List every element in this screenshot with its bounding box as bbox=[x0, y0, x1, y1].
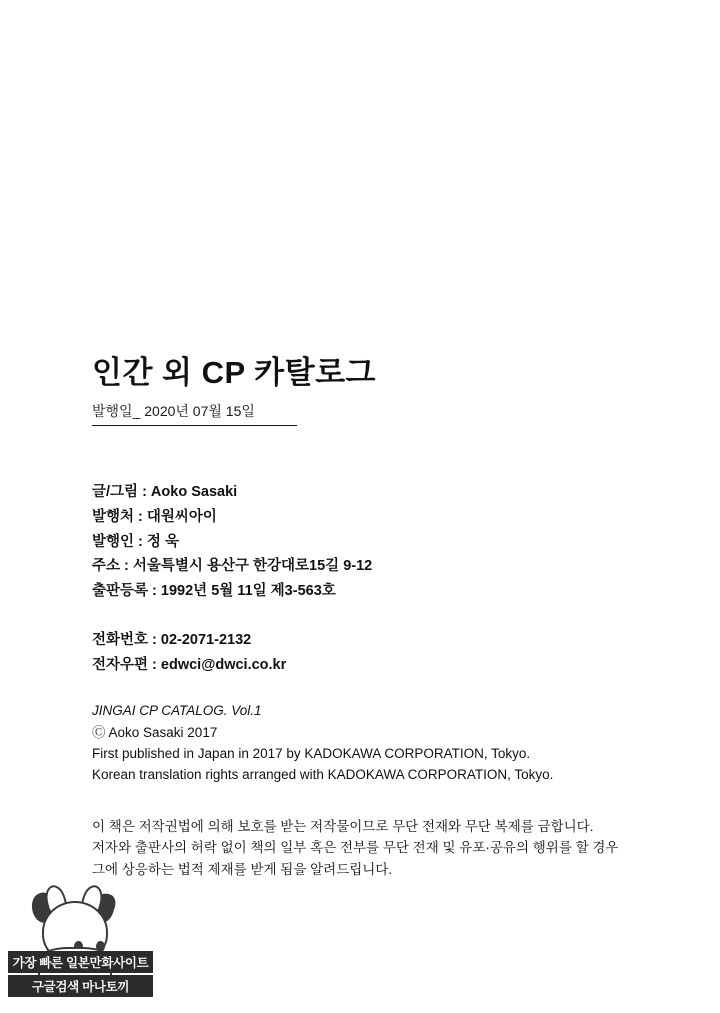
rights-list bbox=[92, 700, 662, 785]
contact-email: 전자우편 : edwci@dwci.co.kr bbox=[92, 657, 287, 674]
notice-line-1: 이 책은 저작권법에 의해 보호를 받는 저작물이므로 무단 전재와 무단 복제를 금합니다. bbox=[92, 818, 594, 834]
credit-address: 주소 : 서울특별시 용산구 한강대로15길 9-12 bbox=[92, 558, 373, 575]
credit-author: 글/그림 : Aoko Sasaki bbox=[92, 483, 238, 500]
site-watermark bbox=[8, 889, 153, 1007]
watermark-line-2: 구글검색 마나토끼 bbox=[8, 975, 153, 997]
page-title: 인간 외 CP 카탈로그 bbox=[92, 355, 376, 390]
credit-publisher: 발행처 : 대원씨아이 bbox=[92, 508, 217, 525]
contact-list bbox=[92, 628, 662, 678]
notice-line-2: 저자와 출판사의 허락 없이 책의 일부 혹은 전부를 무단 전재 및 유포·공유의 행위를 할 경우 bbox=[92, 840, 619, 856]
rights-original-title: JINGAI CP CATALOG. Vol.1 bbox=[92, 703, 262, 719]
credit-publisher-person: 발행인 : 정 욱 bbox=[92, 533, 179, 550]
rights-first-published: First published in Japan in 2017 by KADOKAWA CORPORATION, Tokyo. bbox=[92, 745, 531, 761]
rights-copyright: Ⓒ Aoko Sasaki 2017 bbox=[92, 724, 218, 740]
colophon-block bbox=[92, 355, 662, 881]
notice-line-3: 그에 상응하는 법적 제재를 받게 됨을 알려드립니다. bbox=[92, 862, 393, 878]
credits-list bbox=[92, 480, 662, 605]
contact-phone: 전화번호 : 02-2071-2132 bbox=[92, 632, 252, 649]
rights-translation: Korean translation rights arranged with KADOKAWA CORPORATION, Tokyo. bbox=[92, 767, 554, 783]
copyright-notice bbox=[92, 816, 662, 882]
publication-date: 발행일_ 2020년 07월 15일 bbox=[92, 401, 297, 426]
credit-registration: 출판등록 : 1992년 5월 11일 제3-563호 bbox=[92, 583, 336, 600]
watermark-line-1: 가장 빠른 일본만화사이트 bbox=[8, 951, 153, 973]
